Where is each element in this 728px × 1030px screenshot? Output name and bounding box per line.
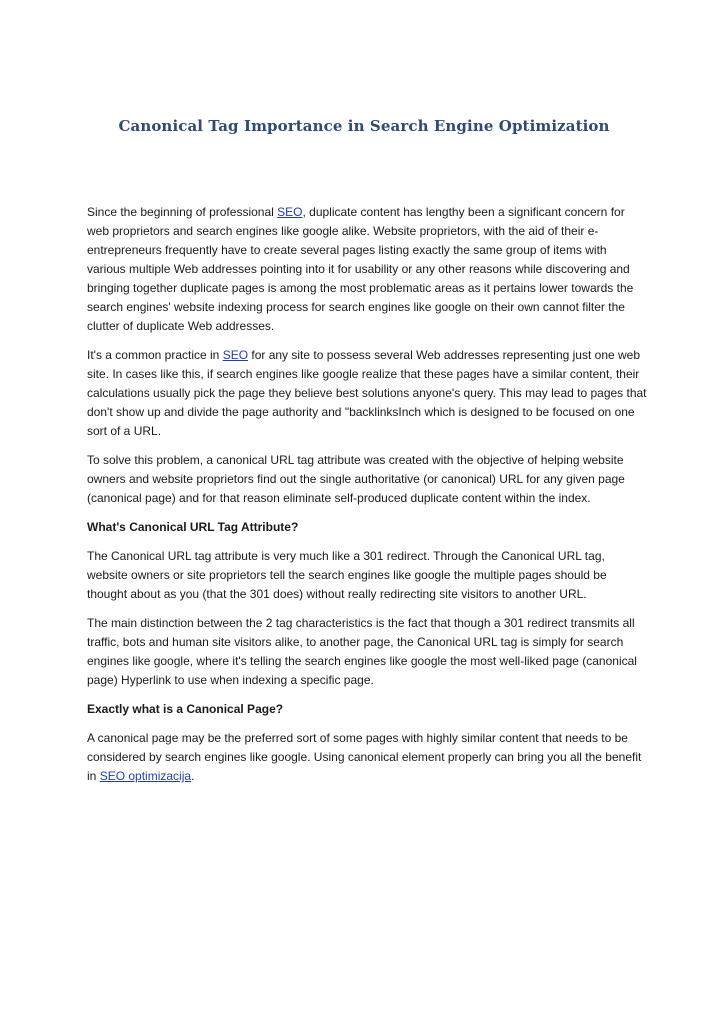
paragraph-text: Since the beginning of professional [87, 205, 278, 219]
seo-link[interactable]: SEO [277, 205, 303, 219]
heading-canonical-url-tag: What's Canonical URL Tag Attribute? [87, 520, 299, 534]
paragraph-text: A canonical page may be the preferred sort of some pages with highly similar content that needs to be considered by search engines like google. Using canonical element properly can bring you all the benefit in [87, 731, 642, 783]
paragraph-main-distinction: The main distinction between the 2 tag characteristics is the fact that though a 301 redirect transmits all traffic, bots and human site visitors alike, to another page, the Canonical URL tag is simply for search engines like google, where it's telling the search engines like google the most well-liked page (canonical page) Hyperlink to use when indexing a specific page. [87, 616, 637, 687]
paragraph-common-practice [87, 346, 647, 441]
paragraph-redirect-comparison: The Canonical URL tag attribute is very much like a 301 redirect. Through the Canonical URL tag, website owners or site proprietors tell the search engines like google the multiple pages should be thought about as you (that the 301 does) without really redirecting site visitors to another URL. [87, 549, 607, 601]
document-body [87, 203, 647, 796]
document-title: Canonical Tag Importance in Search Engine Optimization [118, 117, 610, 135]
paragraph-text: It's a common practice in [87, 348, 223, 362]
paragraph-solution: To solve this problem, a canonical URL tag attribute was created with the objective of helping website owners and website proprietors find out the single authoritative (or canonical) URL for any given page (canonical page) and for that reason eliminate self-produced duplicate content within the index. [87, 453, 625, 505]
paragraph-text: . [191, 769, 195, 783]
paragraph-intro [87, 203, 647, 336]
seo-optimizacija-link[interactable]: SEO optimizacija [99, 769, 192, 783]
paragraph-text: for any site to possess several Web addresses representing just one web site. In cases like this, if search engines like google realize that these pages have a similar content, their calculations usually pick the page they believe best solutions anyone's query. This may lead to pages that don't show up and divide the page authority and "backlinksInch which is designed to be focused on one sort of a URL. [87, 348, 647, 438]
paragraph-canonical-page [87, 729, 647, 786]
paragraph-text: , duplicate content has lengthy been a significant concern for web proprietors and search engines like google alike. Website proprietors, with the aid of their e-entrepreneurs frequently have to create several pages listing exactly the same group of items with various multiple Web addresses pointing into it for usability or any other reasons while discovering and bringing together duplicate pages is among the most problematic areas as it pertains lower towards the search engines' website indexing process for search engines like google on their own cannot filter the clutter of duplicate Web addresses. [87, 205, 634, 333]
heading-canonical-page: Exactly what is a Canonical Page? [87, 702, 284, 716]
seo-link[interactable]: SEO [222, 348, 249, 362]
